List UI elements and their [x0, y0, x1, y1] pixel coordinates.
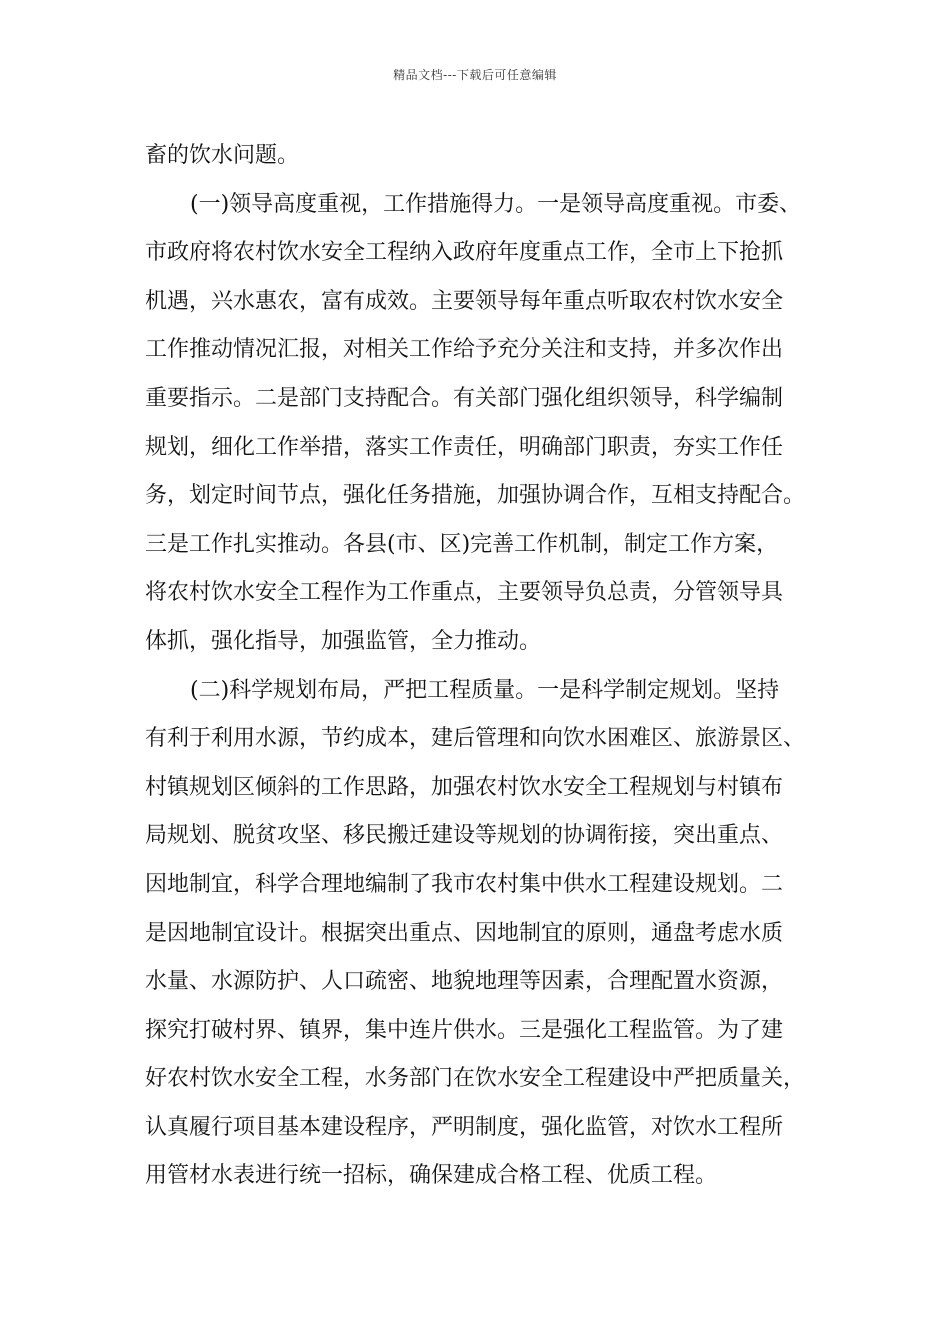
- text-line: 三是工作扎实推动。各县(市、区)完善工作机制，制定工作方案，: [145, 531, 779, 557]
- text-line: 体抓，强化指导，加强监管，全力推动。: [145, 628, 542, 654]
- text-line: 局规划、脱贫攻坚、移民搬迁建设等规划的协调衔接，突出重点、: [145, 823, 784, 849]
- text-line: 探究打破村界、镇界，集中连片供水。三是强化工程监管。为了建: [145, 1017, 784, 1043]
- text-line: 因地制宜，科学合理地编制了我市农村集中供水工程建设规划。二: [145, 871, 784, 897]
- text-line: 市政府将农村饮水安全工程纳入政府年度重点工作，全市上下抢抓: [145, 240, 784, 266]
- paragraph-start-line: (二)科学规划布局，严把工程质量。一是科学制定规划。坚持: [190, 677, 780, 703]
- paragraph-start-line: (一)领导高度重视，工作措施得力。一是领导高度重视。市委、: [190, 191, 802, 217]
- text-line: 好农村饮水安全工程，水务部门在饮水安全工程建设中严把质量关，: [145, 1066, 806, 1092]
- text-line: 有利于利用水源，节约成本，建后管理和向饮水困难区、旅游景区、: [145, 726, 806, 752]
- text-line: 认真履行项目基本建设程序，严明制度，强化监管，对饮水工程所: [145, 1114, 784, 1140]
- text-line: 畜的饮水问题。: [145, 143, 300, 168]
- text-line: 用管材水表进行统一招标，确保建成合格工程、优质工程。: [145, 1163, 718, 1189]
- page-header: 精品文档---下载后可任意编辑: [393, 68, 557, 82]
- text-line: 是因地制宜设计。根据突出重点、因地制宜的原则，通盘考虑水质: [145, 920, 784, 946]
- text-line: 水量、水源防护、人口疏密、地貌地理等因素，合理配置水资源，: [145, 969, 784, 995]
- text-line: 重要指示。二是部门支持配合。有关部门强化组织领导，科学编制: [145, 385, 784, 411]
- text-line: 规划，细化工作举措，落实工作责任，明确部门职责，夯实工作任: [145, 434, 784, 460]
- text-line: 将农村饮水安全工程作为工作重点，主要领导负总责，分管领导具: [145, 580, 784, 606]
- text-line: 务，划定时间节点，强化任务措施，加强协调合作，互相支持配合。: [145, 483, 806, 509]
- text-line: 村镇规划区倾斜的工作思路，加强农村饮水安全工程规划与村镇布: [145, 774, 784, 800]
- document-body: [145, 132, 825, 1201]
- text-line: 工作推动情况汇报，对相关工作给予充分关注和支持，并多次作出: [145, 337, 784, 363]
- text-line: 机遇，兴水惠农，富有成效。主要领导每年重点听取农村饮水安全: [145, 288, 784, 314]
